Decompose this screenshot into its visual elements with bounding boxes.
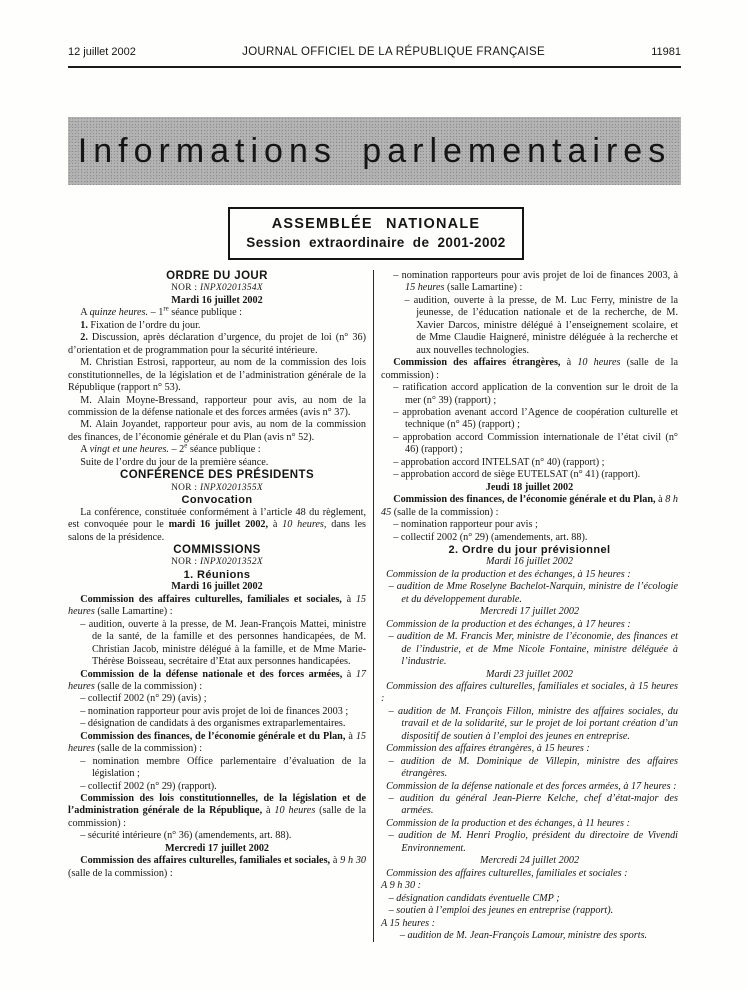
assemblee-nationale-box	[228, 207, 524, 260]
commission-heading	[381, 818, 678, 830]
text-run: Mardi 16 juillet 2002	[485, 556, 574, 568]
commission-heading	[381, 868, 678, 880]
list-item	[381, 830, 678, 855]
text-run: Jeudi 18 juillet 2002	[485, 481, 574, 493]
text-run: 2. Ordre du jour prévisionnel	[448, 543, 611, 556]
text-run: La conférence, constituée conformément à l’article 48 du règlement, est convoquée pour le	[68, 506, 366, 531]
text-run: A	[80, 307, 90, 319]
text-run: Commission des affaires culturelles, familiales et sociales, à 15 heures :	[381, 680, 678, 705]
text-run: re	[163, 305, 169, 313]
text-run: Commission des affaires culturelles, familiales et sociales,	[80, 593, 342, 605]
text-run: – sécurité intérieure (n° 36) (amendements, art. 88).	[80, 830, 292, 842]
text-run: – collectif 2002 (n° 29) (avis) ;	[80, 693, 207, 705]
list-item	[381, 893, 678, 905]
paragraph	[68, 357, 366, 394]
text-run: 8 h 45	[381, 494, 679, 518]
text-run: COMMISSIONS	[173, 543, 261, 556]
list-item	[381, 706, 678, 743]
text-run: Commission de la défense nationale et des forces armées, à 17 heures :	[386, 780, 677, 792]
text-run: 15 heures	[68, 593, 366, 618]
list-item	[68, 693, 366, 705]
text-run: – nomination membre Office parlementaire d’évaluation de la législation ;	[80, 755, 366, 780]
text-run: Mardi 16 juillet 2002	[171, 581, 263, 593]
list-item	[68, 756, 366, 781]
journal-title: JOURNAL OFFICIEL DE LA RÉPUBLIQUE FRANÇAISE	[242, 46, 545, 58]
text-run: M. Alain Moyne-Bressand, rapporteur pour avis, au nom de la commission de la défense nationale et des forces armées (avis n° 37).	[68, 394, 366, 418]
text-run: Commission des affaires culturelles, familiales et sociales :	[386, 867, 628, 879]
text-run: – audition de M. Dominique de Villepin, ministre des affaires étrangères.	[388, 755, 678, 780]
text-run: – collectif 2002 (n° 29) (rapport).	[80, 780, 217, 792]
text-run: – désignation candidats éventuelle CMP ;	[388, 892, 560, 904]
list-item	[68, 781, 366, 793]
text-run: CONFÉRENCE DES PRÉSIDENTS	[119, 469, 315, 482]
paragraph	[68, 307, 366, 319]
text-run: – ratification accord application de la convention sur le droit de la mer (n° 39) (rapport) ;	[393, 382, 678, 406]
paragraph	[68, 444, 366, 456]
text-run: 10 heures,	[282, 519, 327, 531]
subsection-heading	[68, 569, 366, 581]
page-header	[68, 46, 681, 58]
list-item	[381, 270, 678, 295]
text-run: 17 heures	[68, 668, 366, 692]
commission-heading	[68, 855, 366, 880]
session-subtitle: Session extraordinaire de 2001-2002	[246, 235, 506, 250]
list-item	[381, 407, 678, 432]
subsection-heading	[381, 544, 678, 556]
banner-title: Informations parlementaires	[77, 131, 672, 170]
list-item	[381, 432, 678, 457]
text-run: Commission des finances, de l’économie générale et du Plan,	[393, 494, 656, 506]
text-run: Discussion, après déclaration d’urgence, du projet de loi (n° 36) d’orientation et de programmation pour la sécurité intérieure.	[68, 332, 366, 356]
text-run: – audition de M. Henri Proglio, président du directoire de Vivendi Environnement.	[388, 830, 678, 854]
text-run: A 15 heures :	[381, 917, 436, 929]
list-item	[68, 619, 366, 669]
nor-reference	[68, 482, 366, 494]
text-run: Fixation de l’ordre du jour.	[87, 319, 201, 331]
text-run: Commission des lois constitutionnelles, de la législation et de l’administration générale de la République,	[68, 793, 366, 817]
text-run: à	[655, 494, 666, 506]
list-item-nested	[381, 295, 678, 357]
text-run: ORDRE DU JOUR	[166, 270, 268, 282]
commission-heading	[68, 594, 366, 619]
commission-heading	[381, 569, 678, 581]
text-run: à	[330, 855, 341, 867]
paragraph	[68, 507, 366, 544]
date-heading	[381, 606, 678, 618]
nor-reference	[68, 556, 366, 568]
text-run: séance publique :	[168, 307, 243, 319]
text-run: Mercredi 17 juillet 2002	[479, 606, 580, 618]
text-run: Commission de la production et des échanges, à 11 heures :	[386, 817, 630, 829]
commission-heading	[381, 681, 678, 706]
section-heading	[68, 469, 366, 481]
text-run: Mardi 23 juillet 2002	[485, 668, 574, 680]
text-columns	[68, 270, 686, 942]
text-run: – nomination rapporteur pour avis projet de loi de finances 2003 ;	[80, 705, 349, 717]
text-run: 9 h 30	[340, 855, 367, 867]
text-run: à	[341, 593, 356, 605]
text-run: A 9 h 30 :	[381, 880, 421, 892]
commission-heading	[381, 781, 678, 793]
text-run: – audition de M. Francis Mer, ministre de l’économie, des finances et de l’industrie, et de Mme Nicole Fontaine, ministre déléguée à l’industrie.	[388, 631, 678, 668]
date-heading	[381, 556, 678, 568]
text-run: à	[262, 805, 275, 817]
list-item	[68, 706, 366, 718]
column-right	[373, 270, 678, 942]
text-run: Commission de la production et des échanges, à 17 heures :	[386, 618, 631, 630]
page-number: 11981	[651, 46, 681, 58]
text-run: (salle de la commission) :	[68, 867, 173, 879]
text-run: Mercredi 17 juillet 2002	[164, 842, 270, 854]
list-item	[68, 718, 366, 730]
text-run: à	[342, 668, 356, 680]
paragraph	[68, 419, 366, 444]
text-run: (salle de la commission) :	[391, 506, 499, 518]
commission-heading	[381, 619, 678, 631]
text-run: Mercredi 24 juillet 2002	[479, 855, 580, 867]
text-run: 1.	[80, 319, 88, 331]
text-run: – audition, ouverte à la presse, de M. Jean-François Mattei, ministre de la santé, de la famille et des personnes handicapées, de M. Christian Jacob, ministre délégué à la famille, et de Mme Marie-Thérèse Boisseau, secrétaire d’Etat aux personnes handicapées.	[80, 618, 366, 668]
text-run: – audition de Mme Roselyne Bachelot-Narquin, ministre de l’écologie et du développement durable.	[388, 581, 678, 605]
text-run: NOR :	[171, 557, 200, 568]
text-run: A	[80, 444, 90, 456]
text-run: Commission des affaires étrangères, à 15 heures :	[386, 743, 590, 755]
list-item	[381, 469, 678, 481]
text-run: (salle de la commission) :	[381, 357, 678, 381]
text-run: NOR :	[171, 283, 200, 294]
commission-heading	[381, 494, 678, 519]
text-run: Convocation	[181, 494, 253, 507]
text-run: NOR :	[171, 482, 200, 493]
date-heading	[381, 482, 678, 494]
commission-heading	[68, 669, 366, 694]
commission-heading	[381, 357, 678, 382]
text-run: 2.	[80, 332, 88, 344]
subsection-heading	[68, 494, 366, 506]
paragraph	[68, 395, 366, 420]
text-run: – 2	[168, 444, 185, 456]
text-run: 1. Réunions	[183, 568, 251, 581]
date-heading	[381, 669, 678, 681]
list-item	[381, 793, 678, 818]
text-run: mardi 16 juillet 2002,	[168, 519, 269, 531]
text-run: e	[184, 442, 188, 450]
text-run: 15 heures	[68, 730, 366, 755]
text-run: INPX0201355X	[199, 482, 263, 493]
text-run: à	[560, 357, 578, 369]
text-run: INPX0201354X	[199, 283, 263, 294]
paragraph	[68, 320, 366, 332]
text-run: à	[268, 519, 283, 531]
commission-heading	[68, 793, 366, 830]
list-item	[381, 519, 678, 531]
text-run: (salle de la commission) :	[94, 680, 203, 692]
assemblee-title: ASSEMBLÉE NATIONALE	[271, 216, 481, 232]
section-banner	[68, 117, 681, 185]
list-item	[381, 382, 678, 407]
list-item	[381, 532, 678, 544]
text-run: (salle Lamartine) :	[444, 282, 523, 294]
date-heading	[68, 295, 366, 307]
commission-heading	[381, 743, 678, 755]
date-heading	[68, 581, 366, 593]
commission-heading	[68, 731, 366, 756]
text-run: dans les salons de la présidence.	[68, 519, 366, 543]
text-run: Commission des affaires culturelles, familiales et sociales,	[80, 855, 331, 867]
text-run: Commission des affaires étrangères,	[393, 357, 561, 369]
text-run: – audition, ouverte à la presse, de M. Luc Ferry, ministre de la jeunesse, de l’éducation nationale et de la recherche, de M. Xavier Darcos, ministre délégué à l’enseignement scolaire, et de Mme Claudie Haigneré, ministre déléguée à la recherche et aux nouvelles technologies.	[404, 294, 678, 356]
column-left	[68, 270, 373, 942]
section-heading	[68, 270, 366, 282]
text-run: (salle de la commission) :	[94, 743, 203, 755]
text-run: (salle Lamartine) :	[94, 606, 173, 618]
text-run: 10 heures	[274, 805, 316, 817]
header-rule	[68, 66, 681, 68]
text-run: Mardi 16 juillet 2002	[171, 294, 263, 306]
header-date: 12 juillet 2002	[68, 46, 136, 58]
text-run: 10 heures	[577, 357, 621, 369]
text-run: – nomination rapporteurs pour avis projet de loi de finances 2003, à	[393, 270, 678, 281]
text-run: – approbation avenant accord l’Agence de coopération culturelle et technique (n° 45) (rapport) ;	[393, 406, 678, 431]
nor-reference	[68, 282, 366, 294]
paragraph	[68, 332, 366, 357]
text-run: – approbation accord de siège EUTELSAT (n° 41) (rapport).	[393, 469, 641, 481]
date-heading	[381, 855, 678, 867]
text-run: séance publique :	[187, 444, 261, 456]
paragraph	[381, 918, 678, 930]
text-run: – audition du général Jean-Pierre Kelche, chef d’état-major des armées.	[388, 793, 678, 817]
list-item-nested	[381, 930, 678, 942]
text-run: M. Alain Joyandet, rapporteur pour avis, au nom de la commission des finances, de l’économie générale et du Plan (avis n° 52).	[68, 419, 366, 443]
list-item	[381, 756, 678, 781]
section-heading	[68, 544, 366, 556]
text-run: – soutien à l’emploi des jeunes en entreprise (rapport).	[388, 905, 614, 917]
text-run: – 1	[148, 307, 164, 319]
text-run: (salle de la commission) :	[68, 805, 366, 829]
paragraph	[381, 880, 678, 892]
text-run: – désignation de candidats à des organismes extraparlementaires.	[80, 718, 346, 730]
list-item	[381, 457, 678, 469]
list-item	[381, 581, 678, 606]
list-item	[381, 631, 678, 668]
paragraph	[68, 457, 366, 469]
text-run: – audition de M. Jean-François Lamour, ministre des sports.	[399, 930, 648, 942]
date-heading	[68, 843, 366, 855]
text-run: à	[345, 730, 356, 742]
text-run: – collectif 2002 (n° 29) (amendements, art. 88).	[393, 531, 588, 543]
text-run: – approbation accord Commission internationale de l’état civil (n° 46) (rapport) ;	[393, 431, 678, 456]
list-item	[381, 905, 678, 917]
text-run: Suite de l’ordre du jour de la première séance.	[80, 456, 269, 468]
text-run: INPX0201352X	[199, 557, 263, 568]
text-run: – audition de M. François Fillon, ministre des affaires sociales, du travail et de la solidarité, sur le projet de loi portant création d’un dispositif de soutien à l’emploi des jeunes en entreprise.	[388, 705, 678, 742]
text-run: Commission de la défense nationale et des forces armées,	[80, 668, 343, 680]
text-run: – nomination rapporteur pour avis ;	[393, 519, 538, 531]
text-run: quinze heures.	[89, 307, 149, 319]
text-run: 15 heures	[404, 282, 445, 294]
text-run: Commission des finances, de l’économie générale et du Plan,	[80, 730, 346, 742]
text-run: vingt et une heures.	[89, 444, 169, 456]
text-run: Commission de la production et des échanges, à 15 heures :	[386, 568, 631, 580]
text-run: M. Christian Estrosi, rapporteur, au nom de la commission des lois constitutionnelles, de la législation et de l’administration générale de la République (rapport n° 53).	[68, 357, 366, 394]
list-item	[68, 830, 366, 842]
text-run: – approbation accord INTELSAT (n° 40) (rapport) ;	[393, 456, 605, 468]
